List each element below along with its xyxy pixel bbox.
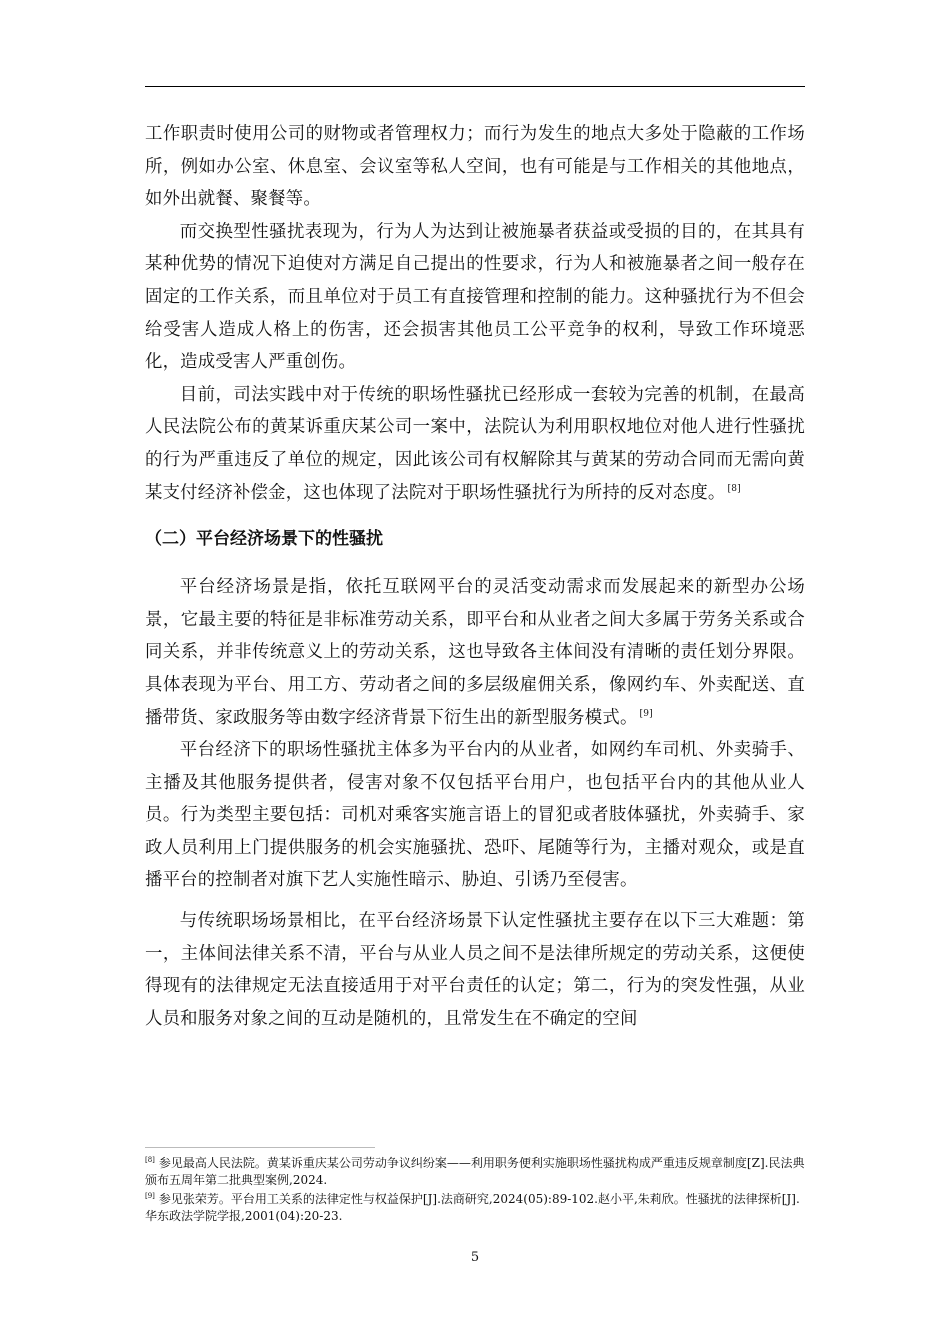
page-number: 5 xyxy=(470,1250,480,1265)
paragraph: 而交换型性骚扰表现为，行为人为达到让被施暴者获益或受损的目的，在其具有某种优势的情况下迫使对方满足自己提出的性要求，行为人和被施暴者之间一般存在固定的工作关系，而且单位对于员工有直接管理和控制的能力。这种骚扰行为不但会给受害人造成人格上的伤害，还会损害其他员工公平竞争的权利，导致工作环境恶化，造成受害人严重创伤。 xyxy=(145,221,805,373)
body-text xyxy=(145,118,805,1035)
footnote-mark: [9] xyxy=(145,1192,155,1200)
paragraph: 工作职责时使用公司的财物或者管理权力；而行为发生的地点大多处于隐蔽的工作场所，例如办公室、休息室、会议室等私人空间，也有可能是与工作相关的其他地点，如外出就餐、聚餐等。 xyxy=(145,124,805,210)
footnote-ref[interactable]: [9] xyxy=(639,708,653,719)
paragraph: 目前，司法实践中对于传统的职场性骚扰已经形成一套较为完善的机制，在最高人民法院公布的黄某诉重庆某公司一案中，法院认为利用职权地位对他人进行性骚扰的行为严重违反了单位的规定，因此该公司有权解除其与黄某的劳动合同而无需向黄某支付经济补偿金，这也体现了法院对于职场性骚扰行为所持的反对态度。 [8] xyxy=(145,384,805,503)
footnote-ref[interactable]: [8] xyxy=(727,483,741,494)
footnotes xyxy=(145,1155,805,1227)
footnote-mark: [8] xyxy=(145,1156,155,1164)
paragraph: 平台经济下的职场性骚扰主体多为平台内的从业者，如网约车司机、外卖骑手、主播及其他服务提供者，侵害对象不仅包括平台用户，也包括平台内的其他从业人员。行为类型主要包括：司机对乘客实施言语上的冒犯或者肢体骚扰，外卖骑手、家政人员利用上门提供服务的机会实施骚扰、恐吓、尾随等行为，主播对观众，或是直播平台的控制者对旗下艺人实施性暗示、胁迫、引诱乃至侵害。 xyxy=(145,740,805,891)
footnote: [9] 参见张荣芳。平台用工关系的法律定性与权益保护[J].法商研究,2024(05):89-102.赵小平,朱莉欣。性骚扰的法律探析[J].华东政法学院学报,2001(04):20-23. xyxy=(145,1192,800,1223)
footnote-rule xyxy=(145,1147,375,1148)
section-heading: （二）平台经济场景下的性骚扰 xyxy=(145,529,383,550)
header-rule xyxy=(145,86,805,87)
paragraph: 平台经济场景是指，依托互联网平台的灵活变动需求而发展起来的新型办公场景，它最主要的特征是非标准劳动关系，即平台和从业者之间大多属于劳务关系或合同关系，并非传统意义上的劳动关系，这也导致各主体间没有清晰的责任划分界限。具体表现为平台、用工方、劳动者之间的多层级雇佣关系，像网约车、外卖配送、直播带货、家政服务等由数字经济背景下衍生出的新型服务模式。 [9] xyxy=(145,577,805,728)
paragraph: 与传统职场场景相比，在平台经济场景下认定性骚扰主要存在以下三大难题：第一，主体间法律关系不清，平台与从业人员之间不是法律所规定的劳动关系，这便使得现有的法律规定无法直接适用于对平台责任的认定；第二，行为的突发性强，从业人员和服务对象之间的互动是随机的，且常发生在不确定的空间 xyxy=(145,911,805,1029)
footnote: [8] 参见最高人民法院。黄某诉重庆某公司劳动争议纠纷案——利用职务便利实施职场性骚扰构成严重违反规章制度[Z].民法典颁布五周年第二批典型案例,2024. xyxy=(145,1156,805,1187)
